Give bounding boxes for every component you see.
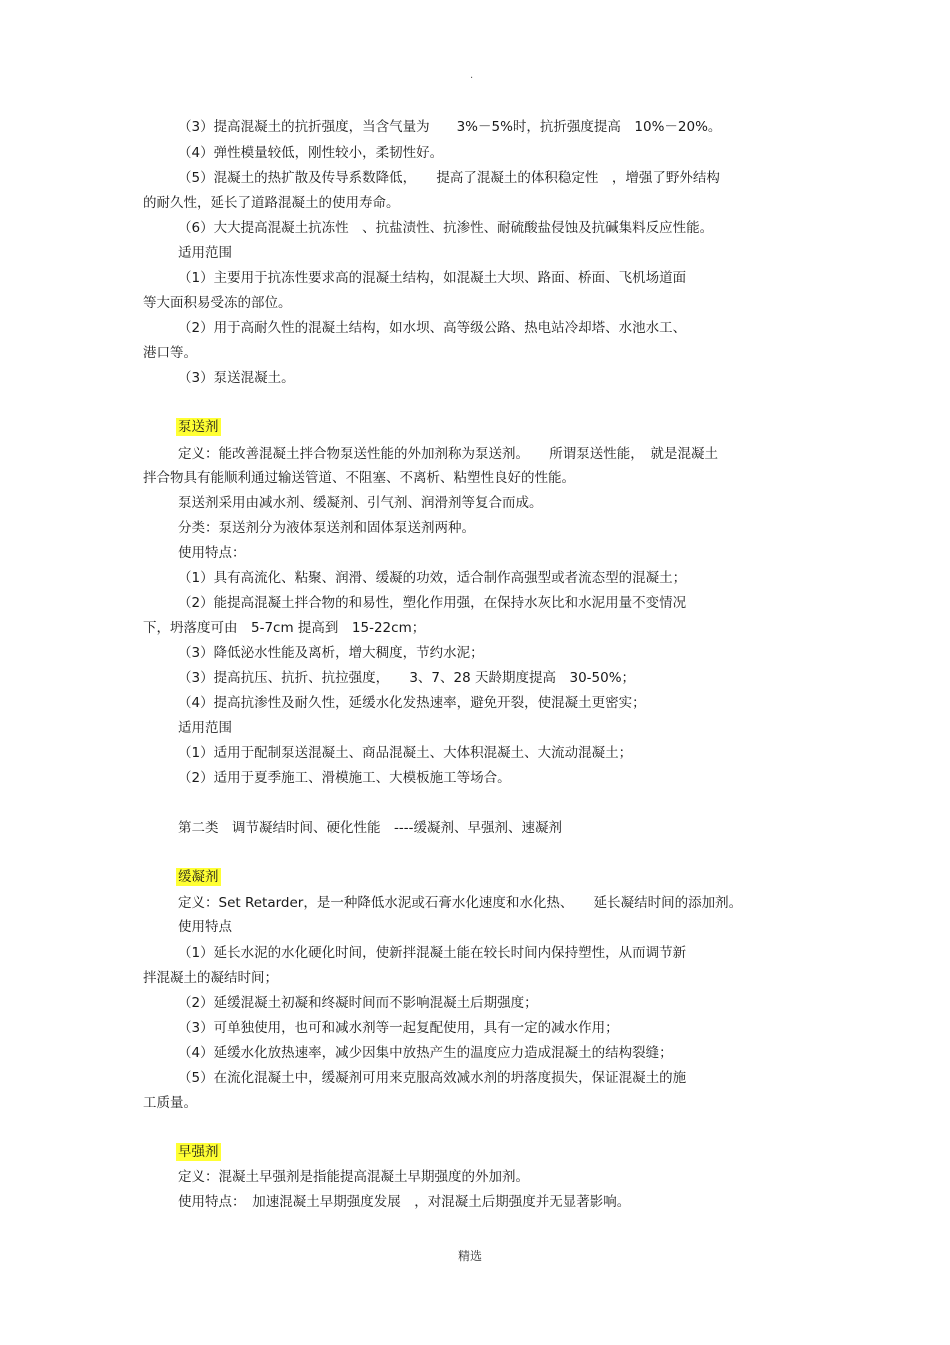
section-subtitle: 使用特点	[178, 919, 232, 935]
section-subtitle: 使用特点：	[178, 545, 246, 561]
header-mark: ·	[470, 73, 474, 84]
text-line: （3）可单独使用，也可和减水剂等一起复配使用，具有一定的减水作用；	[178, 1020, 619, 1036]
section-heading	[176, 868, 221, 886]
category-title: 第二类 调节凝结时间、硬化性能 ----缓凝剂、早强剂、速凝剂	[178, 820, 562, 836]
text-line: （5）混凝土的热扩散及传导系数降低， 提高了混凝土的体积稳定性 ，增强了野外结构	[178, 170, 720, 186]
text-line: 拌合物具有能顺利通过输送管道、不阻塞、不离析、粘塑性良好的性能。	[143, 470, 575, 486]
text-line: （1）适用于配制泵送混凝土、商品混凝土、大体积混凝土、大流动混凝土；	[178, 745, 633, 761]
text-line: （3）降低泌水性能及离析，增大稠度，节约水泥；	[178, 645, 484, 661]
section-heading-label: 缓凝剂	[178, 869, 219, 885]
text-line: （4）提高抗渗性及耐久性，延缓水化发热速率，避免开裂，使混凝土更密实；	[178, 695, 646, 711]
section-subtitle: 适用范围	[178, 720, 232, 736]
text-line: （5）在流化混凝土中，缓凝剂可用来克服高效减水剂的坍落度损失，保证混凝土的施	[178, 1070, 687, 1086]
section-heading-label: 泵送剂	[178, 419, 219, 435]
text-line: （2）适用于夏季施工、滑模施工、大模板施工等场合。	[178, 770, 511, 786]
text-line: 港口等。	[143, 345, 197, 361]
text-line: 使用特点： 加速混凝土早期强度发展 ，对混凝土后期强度并无显著影响。	[178, 1194, 631, 1210]
text-line: （1）具有高流化、粘聚、润滑、缓凝的功效，适合制作高强型或者流态型的混凝土；	[178, 570, 687, 586]
text-line: 分类：泵送剂分为液体泵送剂和固体泵送剂两种。	[178, 520, 475, 536]
text-line: （1）延长水泥的水化硬化时间，使新拌混凝土能在较长时间内保持塑性，从而调节新	[178, 945, 687, 961]
text-line: （1）主要用于抗冻性要求高的混凝土结构，如混凝土大坝、路面、桥面、飞机场道面	[178, 270, 687, 286]
text-line: （6）大大提高混凝土抗冻性 、抗盐渍性、抗渗性、耐硫酸盐侵蚀及抗碱集料反应性能。	[178, 220, 714, 236]
text-line: 下，坍落度可由 5-7cm 提高到 15-22cm；	[143, 620, 426, 636]
text-line: （2）用于高耐久性的混凝土结构，如水坝、高等级公路、热电站冷却塔、水池水工、	[178, 320, 687, 336]
text-line: （4）弹性模量较低，刚性较小，柔韧性好。	[178, 145, 444, 161]
text-line: 定义：能改善混凝土拌合物泵送性能的外加剂称为泵送剂。 所谓泵送性能， 就是混凝土	[178, 446, 718, 462]
text-line: （3）提高抗压、抗折、抗拉强度， 3、7、28 天龄期度提高 30-50%；	[178, 670, 636, 686]
section-heading	[176, 418, 221, 436]
text-line: 定义：混凝土早强剂是指能提高混凝土早期强度的外加剂。	[178, 1169, 529, 1185]
text-line: 的耐久性，延长了道路混凝土的使用寿命。	[143, 195, 400, 211]
section-subtitle: 适用范围	[178, 245, 232, 261]
section-heading	[176, 1143, 221, 1161]
text-line: （2）能提高混凝土拌合物的和易性，塑化作用强，在保持水灰比和水泥用量不变情况	[178, 595, 687, 611]
text-line: 泵送剂采用由减水剂、缓凝剂、引气剂、润滑剂等复合而成。	[178, 495, 543, 511]
text-line: （2）延缓混凝土初凝和终凝时间而不影响混凝土后期强度；	[178, 995, 538, 1011]
text-line: 定义：Set Retarder，是一种降低水泥或石膏水化速度和水化热、 延长凝结时间的添加剂。	[178, 895, 743, 911]
text-line: 等大面积易受冻的部位。	[143, 295, 292, 311]
text-line: （3）泵送混凝土。	[178, 370, 295, 386]
text-line: （4）延缓水化放热速率，减少因集中放热产生的温度应力造成混凝土的结构裂缝；	[178, 1045, 673, 1061]
text-line: 拌混凝土的凝结时间；	[143, 970, 278, 986]
page-footer: 精选	[458, 1249, 483, 1263]
section-heading-label: 早强剂	[178, 1144, 219, 1160]
text-line: （3）提高混凝土的抗折强度，当含气量为 3%－5%时，抗折强度提高 10%－20%。	[178, 119, 722, 135]
text-line: 工质量。	[143, 1095, 197, 1111]
